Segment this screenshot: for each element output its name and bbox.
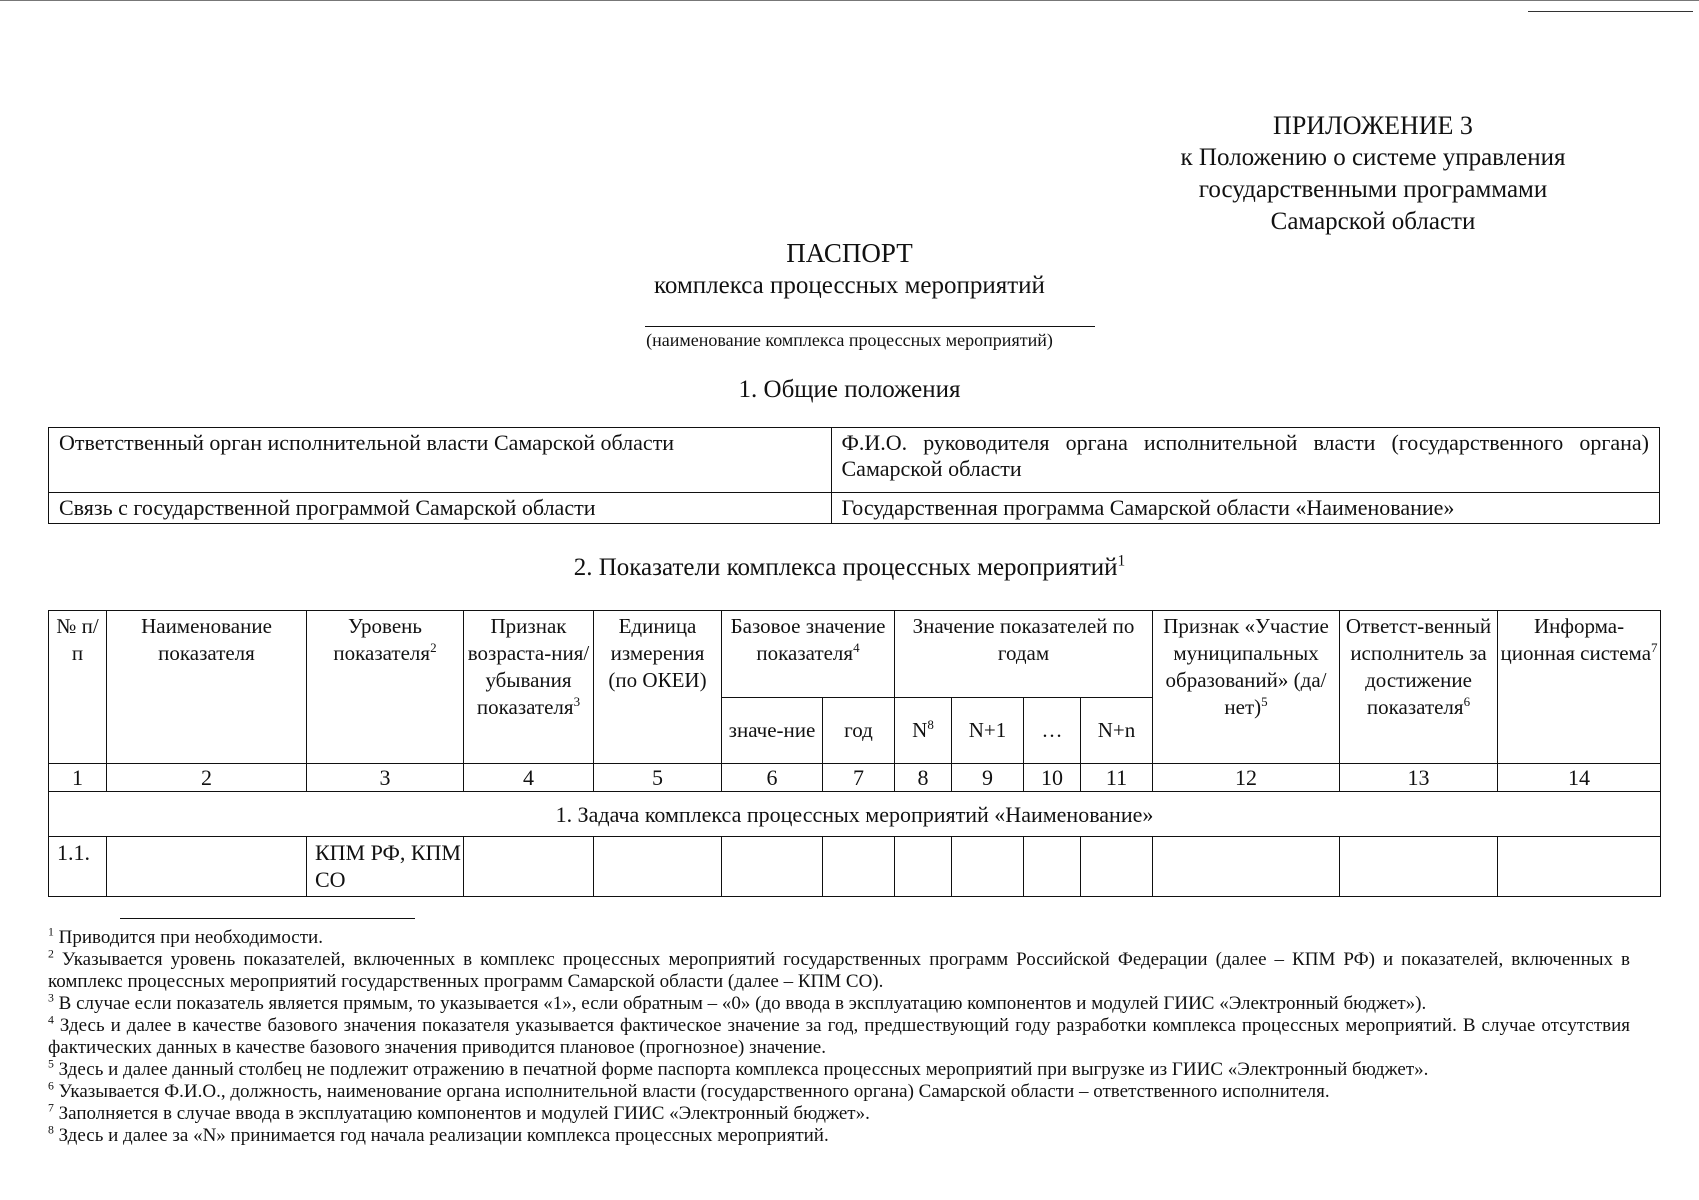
footnote — [48, 1081, 1630, 1103]
empty-cell — [1081, 837, 1153, 897]
column-number: 6 — [722, 764, 823, 792]
row-number: 1.1. — [49, 837, 107, 897]
row-level: КПМ РФ, КПМ СО — [307, 837, 464, 897]
footnote-number: 2 — [48, 947, 54, 961]
general-cell-label: Связь с государственной программой Самарской области — [49, 493, 832, 524]
section-2-title — [0, 554, 1699, 582]
footnote-ref: 3 — [573, 694, 581, 709]
appendix-heading: ПРИЛОЖЕНИЕ 3 — [1273, 111, 1473, 140]
footnote-ref: 4 — [853, 640, 860, 655]
column-number: 4 — [464, 764, 594, 792]
appendix-line: к Положению о системе управления — [1180, 144, 1566, 171]
footnote-text: Заполняется в случае ввода в эксплуатацию компонентов и модулей ГИИС «Электронный бюджет». — [58, 1103, 870, 1124]
footnote-number: 8 — [48, 1123, 54, 1137]
name-blank-line — [645, 326, 1095, 327]
footnote — [48, 1015, 1630, 1059]
header-base — [722, 611, 895, 698]
header-responsible-text: Ответст-венный исполнитель за достижение показателя — [1345, 614, 1492, 719]
footnote-ref: 1 — [1117, 552, 1126, 570]
footnote — [48, 1059, 1630, 1081]
task-row — [49, 792, 1661, 837]
column-number: 12 — [1153, 764, 1340, 792]
column-number: 7 — [823, 764, 895, 792]
footnote-ref: 2 — [430, 640, 437, 655]
header-level-text: Уровень показателя — [333, 614, 431, 665]
footnote-number: 6 — [48, 1079, 54, 1093]
column-number-row — [49, 764, 1661, 792]
column-number: 5 — [594, 764, 722, 792]
footnote-text: Здесь и далее за «N» принимается год начала реализации комплекса процессных мероприятий. — [58, 1125, 829, 1146]
empty-cell — [1498, 837, 1661, 897]
general-cell-value: Ф.И.О. руководителя органа исполнительной власти (государственного органа) Самарской области — [831, 428, 1660, 493]
column-number: 1 — [49, 764, 107, 792]
empty-cell — [1153, 837, 1340, 897]
header-sign-text: Признак возраста-ния/ убывания показателя — [467, 614, 590, 719]
document-subtitle: комплекса процессных мероприятий — [654, 272, 1045, 299]
footnote-ref: 7 — [1651, 640, 1658, 655]
footnote — [48, 949, 1630, 993]
footnote-ref: 5 — [1261, 694, 1268, 709]
column-number: 13 — [1340, 764, 1498, 792]
table-row — [49, 493, 1660, 524]
section-1-title: 1. Общие положения — [738, 376, 961, 403]
indicators-table — [48, 610, 1661, 897]
appendix-line: Самарской области — [1270, 208, 1476, 235]
footnote — [48, 1103, 1630, 1125]
footnote-text: Указывается уровень показателей, включенных в комплекс процессных мероприятий государственных программ Российской Федерации (далее – КПМ РФ) и показателей, включенных в комплекс процессных мероприятий государственных программ Самарской области (далее – КПМ СО). — [48, 949, 1630, 992]
header-values: Значение показателей по годам — [895, 611, 1153, 698]
column-number: 10 — [1024, 764, 1081, 792]
header-name: Наименование показателя — [107, 611, 307, 764]
footnote-ref: 8 — [927, 717, 934, 732]
table-row — [49, 837, 1661, 897]
header-ellipsis: … — [1024, 698, 1081, 764]
header-info-text: Информа-ционная система — [1500, 614, 1652, 665]
task-title: 1. Задача комплекса процессных мероприятий «Наименование» — [49, 792, 1661, 837]
header-n — [895, 698, 952, 764]
header-municipal — [1153, 611, 1340, 764]
header-base-year: год — [823, 698, 895, 764]
general-cell-label: Ответственный орган исполнительной власти Самарской области — [49, 428, 832, 493]
name-caption: (наименование комплекса процессных мероприятий) — [646, 330, 1053, 350]
footnote-number: 7 — [48, 1101, 54, 1115]
footnote-number: 1 — [48, 925, 54, 939]
header-unit: Единица измерения (по ОКЕИ) — [594, 611, 722, 764]
column-number: 3 — [307, 764, 464, 792]
appendix-line: государственными программами — [1198, 176, 1548, 203]
column-number: 14 — [1498, 764, 1661, 792]
header-n-plus-n: N+n — [1081, 698, 1153, 764]
footnote-text: Здесь и далее данный столбец не подлежит отражению в печатной форме паспорта комплекса процессных мероприятий при выгрузке из ГИИС «Электронный бюджет». — [58, 1059, 1429, 1080]
footnote-number: 5 — [48, 1057, 54, 1071]
corner-rule — [1528, 11, 1693, 12]
column-number: 8 — [895, 764, 952, 792]
column-number: 9 — [952, 764, 1024, 792]
header-base-text: Базовое значение показателя — [730, 614, 886, 665]
header-info-system — [1498, 611, 1661, 764]
footnote — [48, 1125, 1630, 1147]
empty-cell — [464, 837, 594, 897]
general-provisions-table — [48, 427, 1660, 524]
header-responsible — [1340, 611, 1498, 764]
header-row — [49, 611, 1661, 698]
header-base-value: значе-ние — [722, 698, 823, 764]
footnote-text: Указывается Ф.И.О., должность, наименование органа исполнительной власти (государственного органа) Самарской области – ответственного исполнителя. — [58, 1081, 1330, 1102]
footnote-text: Приводится при необходимости. — [58, 927, 323, 948]
header-level — [307, 611, 464, 764]
empty-cell — [823, 837, 895, 897]
header-n-text: N — [912, 718, 928, 742]
header-n-plus-1: N+1 — [952, 698, 1024, 764]
header-sign — [464, 611, 594, 764]
column-number: 11 — [1081, 764, 1153, 792]
table-row — [49, 428, 1660, 493]
page-top-edge — [0, 0, 1699, 1]
empty-cell — [895, 837, 952, 897]
empty-cell — [952, 837, 1024, 897]
empty-cell — [1024, 837, 1081, 897]
document-title: ПАСПОРТ — [786, 238, 913, 268]
empty-cell — [594, 837, 722, 897]
empty-cell — [107, 837, 307, 897]
empty-cell — [1340, 837, 1498, 897]
footnote — [48, 927, 1630, 949]
header-municipal-text: Признак «Участие муниципальных образований» (да/нет) — [1163, 614, 1329, 719]
empty-cell — [722, 837, 823, 897]
section-2-title-text: 2. Показатели комплекса процессных мероприятий — [573, 554, 1118, 581]
footnotes — [48, 927, 1630, 1147]
general-cell-value: Государственная программа Самарской области «Наименование» — [831, 493, 1660, 524]
footnote-text: Здесь и далее в качестве базового значения показателя указывается фактическое значение за год, предшествующий году разработки комплекса процессных мероприятий. В случае отсутствия фактических данных в качестве базового значения приводится плановое (прогнозное) значение. — [48, 1015, 1630, 1058]
footnote-number: 4 — [48, 1013, 54, 1027]
header-no: № п/п — [49, 611, 107, 764]
footnote — [48, 993, 1630, 1015]
footnote-text: В случае если показатель является прямым, то указывается «1», если обратным – «0» (до ввода в эксплуатацию компонентов и модулей ГИИС «Электронный бюджет»). — [58, 993, 1427, 1014]
footnote-ref: 6 — [1463, 694, 1471, 709]
footnote-number: 3 — [48, 991, 54, 1005]
footnote-separator — [120, 918, 415, 919]
appendix-block — [1113, 110, 1633, 238]
column-number: 2 — [107, 764, 307, 792]
